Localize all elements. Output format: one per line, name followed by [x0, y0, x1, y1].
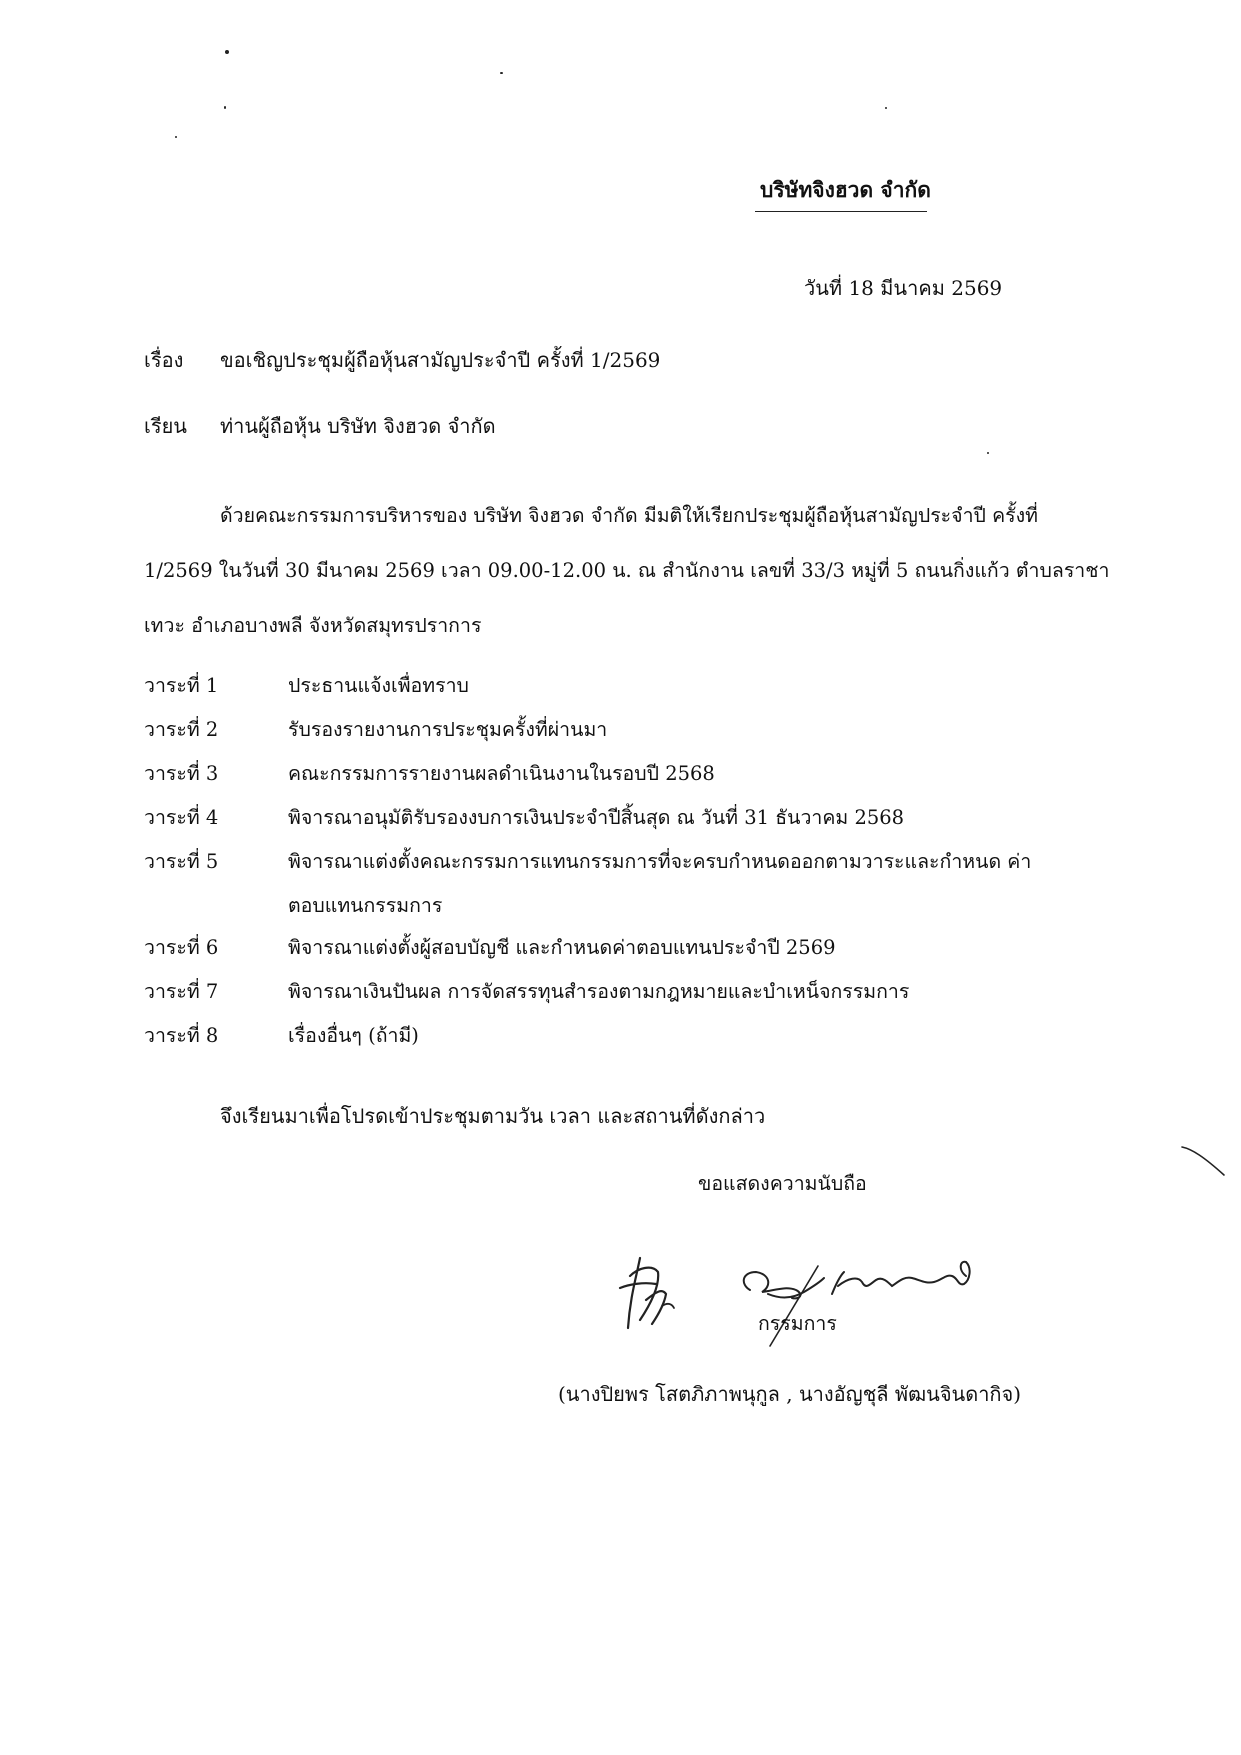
scan-speck	[885, 107, 887, 109]
handwritten-signatures	[600, 1228, 1100, 1358]
agenda-title: รับรองรายงานการประชุมครั้งที่ผ่านมา	[288, 718, 608, 741]
scan-speck	[224, 106, 226, 109]
signature-stroke	[832, 1262, 970, 1294]
agenda-title: เรื่องอื่นๆ (ถ้ามี)	[288, 1024, 419, 1047]
agenda-item	[144, 840, 1104, 926]
body-paragraph	[144, 488, 1110, 653]
company-underline	[755, 211, 927, 212]
agenda-title: พิจารณาแต่งตั้งผู้สอบบัญชี และกำหนดค่าตอบแทนประจำปี 2569	[288, 936, 836, 959]
body-line: 1/2569 ในวันที่ 30 มีนาคม 2569 เวลา 09.00-12.00 น. ณ สำนักงาน เลขที่ 33/3 หมู่ที่ 5 ถนนกิ่งแก้ว ตำบลราชา	[144, 559, 1110, 582]
agenda-number: วาระที่ 3	[144, 762, 219, 785]
agenda-number: วาระที่ 7	[144, 980, 219, 1003]
subject-label: เรื่อง	[144, 348, 184, 372]
margin-pen-mark	[1180, 1145, 1230, 1185]
agenda-number: วาระที่ 2	[144, 718, 219, 741]
body-line: เทวะ อำเภอบางพลี จังหวัดสมุทรปราการ	[144, 614, 482, 637]
body-line: ด้วยคณะกรรมการบริหารของ บริษัท จิงฮวด จำกัด มีมติให้เรียกประชุมผู้ถือหุ้นสามัญประจำปี ครั้งที่	[220, 504, 1038, 527]
scan-speck	[500, 72, 503, 74]
agenda-title: พิจารณาเงินปันผล การจัดสรรทุนสำรองตามกฎหมายและบำเหน็จกรรมการ	[288, 980, 910, 1003]
agenda-item	[144, 752, 1104, 796]
closing-regards: ขอแสดงความนับถือ	[698, 1172, 867, 1195]
signatory-role: กรรมการ	[758, 1312, 837, 1335]
scan-speck	[225, 50, 229, 54]
scan-speck	[987, 452, 989, 454]
agenda-item	[144, 664, 1104, 708]
signature-stroke	[620, 1258, 666, 1328]
letter-date: วันที่ 18 มีนาคม 2569	[804, 276, 1003, 300]
agenda-item	[144, 796, 1104, 840]
agenda-number: วาระที่ 1	[144, 674, 219, 697]
recipient-label: เรียน	[144, 414, 187, 438]
subject-text: ขอเชิญประชุมผู้ถือหุ้นสามัญประจำปี ครั้งที่ 1/2569	[220, 348, 661, 372]
closing-sentence: จึงเรียนมาเพื่อโปรดเข้าประชุมตามวัน เวลา และสถานที่ดังกล่าว	[220, 1104, 766, 1128]
agenda-item	[144, 1014, 1104, 1058]
agenda-number: วาระที่ 6	[144, 936, 219, 959]
agenda-title: คณะกรรมการรายงานผลดำเนินงานในรอบปี 2568	[288, 762, 715, 785]
signature-stroke	[662, 1304, 674, 1308]
signatory-names: (นางปิยพร โสตภิภาพนุกูล , นางอัญชุลี พัฒนจินดากิจ)	[558, 1382, 1022, 1406]
agenda-item	[144, 708, 1104, 752]
agenda-list	[144, 664, 1104, 1058]
agenda-title: ประธานแจ้งเพื่อทราบ	[288, 674, 469, 697]
recipient-text: ท่านผู้ถือหุ้น บริษัท จิงฮวด จำกัด	[220, 414, 496, 438]
agenda-item	[144, 970, 1104, 1014]
scan-speck	[175, 136, 177, 138]
agenda-number: วาระที่ 8	[144, 1024, 219, 1047]
agenda-item	[144, 926, 1104, 970]
company-name: บริษัทจิงฮวด จำกัด	[760, 177, 931, 202]
agenda-number: วาระที่ 4	[144, 806, 219, 829]
agenda-number: วาระที่ 5	[144, 850, 219, 873]
agenda-title: พิจารณาแต่งตั้งคณะกรรมการแทนกรรมการที่จะครบกำหนดออกตามวาระและกำหนด ค่าตอบแทนกรรมการ	[288, 850, 1032, 917]
agenda-title: พิจารณาอนุมัติรับรองงบการเงินประจำปีสิ้นสุด ณ วันที่ 31 ธันวาคม 2568	[288, 806, 905, 829]
